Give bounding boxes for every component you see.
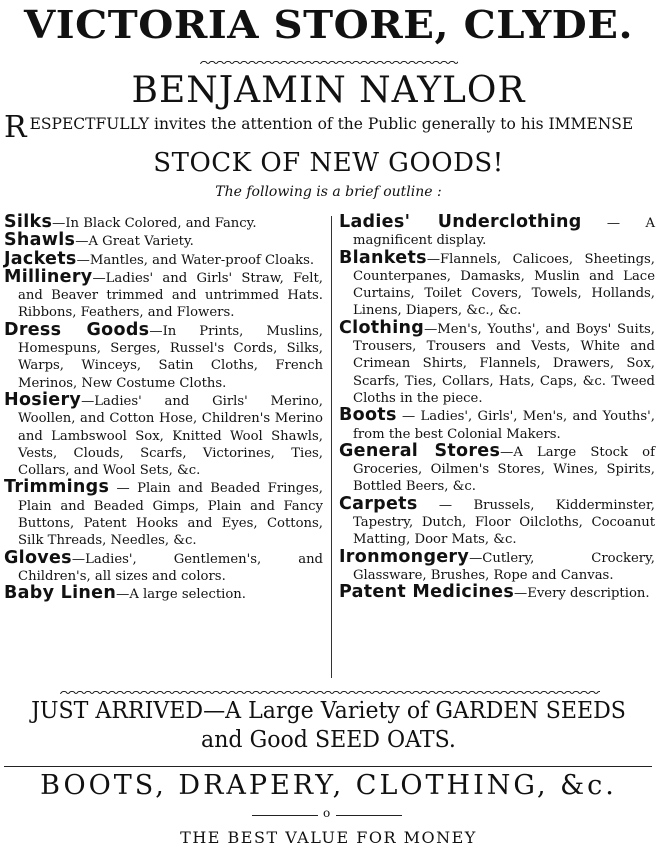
column-divider (331, 216, 332, 678)
intro-dropcap: R (4, 110, 27, 145)
intro-paragraph (4, 110, 654, 145)
ornament-line-left (252, 815, 318, 816)
store-title: VICTORIA STORE, CLYDE. (23, 2, 634, 47)
ornament-divider (0, 806, 657, 820)
wavy-divider-top (200, 56, 458, 64)
list-item: Carpets — Brussels, Kidderminster, Tapestry, Dutch, Floor Oilcloths, Cocoanut Matting, Door Mats, &c. (339, 493, 655, 548)
list-item: Jackets—Mantles, and Water-proof Cloaks. (4, 248, 315, 269)
list-item: Boots — Ladies', Girls', Men's, and Youths', from the best Colonial Makers. (339, 405, 655, 442)
intro-text: ESPECTFULLY invites the attention of the Public generally to his IMMENSE (29, 115, 634, 133)
list-item: Silks—In Black Colored, and Fancy. (4, 212, 257, 232)
stock-heading: STOCK OF NEW GOODS! (153, 148, 504, 178)
list-item: Hosiery—Ladies' and Girls' Merino, Woollen, and Cotton Hose, Children's Merino and Lambswool Sox, Knitted Wool Shawls, Vests, Clouds, Scarfs, Victorines, Ties, Collars, and Wool Sets, &c. (4, 389, 323, 479)
list-item: Millinery—Ladies' and Girls' Straw, Felt, and Beaver trimmed and untrimmed Hats. Ribbons, Feathers, and Flowers. (4, 266, 323, 321)
just-arrived-line-1: JUST ARRIVED—A Large Variety of GARDEN SEEDS (31, 698, 626, 724)
list-item: Baby Linen—A large selection. (4, 583, 246, 604)
list-item: Clothing—Men's, Youths', and Boys' Suits, Trousers, Trousers and Vests, White and Crimean Shirts, Flannels, Drawers, Sox, Scarfs, Ties, Collars, Hats, Caps, &c. Tweed Cloths in the piece. (339, 317, 655, 406)
right-column (339, 214, 655, 603)
list-item: Ladies' Underclothing — A magnificent display. (339, 212, 655, 249)
list-item: Trimmings — Plain and Beaded Fringes, Plain and Beaded Gimps, Plain and Fancy Buttons, Patent Hooks and Eyes, Cottons, Silk Threads, Needles, &c. (4, 477, 323, 549)
left-column (4, 214, 323, 604)
best-value-tagline: THE BEST VALUE FOR MONEY (180, 828, 477, 847)
just-arrived-notice (13, 697, 644, 755)
list-item: Dress Goods—In Prints, Muslins, Homespuns, Serges, Russel's Cords, Silks, Warps, Winceys, Satin Cloths, French Merinos, New Costume Cloths. (4, 319, 323, 391)
list-item: Shawls—A Great Variety. (4, 230, 194, 251)
wavy-divider-bottom (60, 686, 600, 694)
proprietor-name: BENJAMIN NAYLOR (131, 70, 526, 111)
ornament-line-right (336, 815, 402, 816)
boots-drapery-banner: BOOTS, DRAPERY, CLOTHING, &c. (40, 770, 617, 801)
list-item: Ironmongery—Cutlery, Crockery, Glassware, Brushes, Rope and Canvas. (339, 546, 655, 583)
just-arrived-line-2: and Good SEED OATS. (201, 727, 456, 753)
list-item: General Stores—A Large Stock of Groceries, Oilmen's Stores, Wines, Spirits, Bottled Beers, &c. (339, 440, 655, 495)
list-item: Blankets—Flannels, Calicoes, Sheetings, Counterpanes, Damasks, Muslin and Lace Curtains, Toilet Covers, Towels, Hollands, Linens, Diapers, &c., &c. (339, 247, 655, 319)
ornament-circle-icon: o (323, 806, 331, 820)
list-item: Gloves—Ladies', Gentlemen's, and Children's, all sizes and colors. (4, 547, 323, 584)
horizontal-rule (4, 766, 652, 767)
list-item: Patent Medicines—Every description. (339, 582, 650, 603)
following-subtitle: The following is a brief outline : (215, 184, 442, 200)
